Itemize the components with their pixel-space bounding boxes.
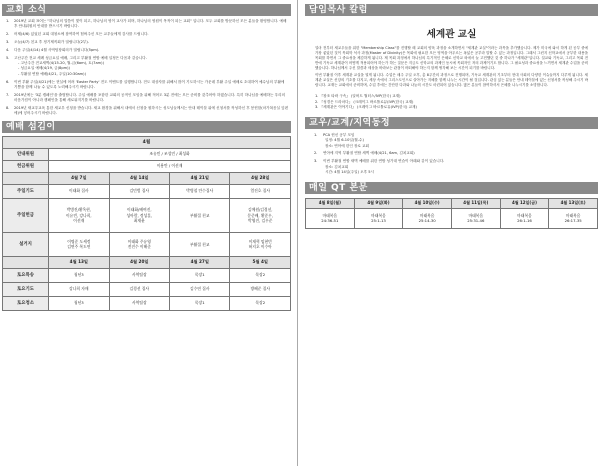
edu-number: 2. <box>314 151 318 156</box>
sat-special-cell: 목장1 <box>170 268 230 282</box>
notice-text: 2019년에는 '3분 캠페인'을 출범합니다. 주일 예배를 포함한 교회의 공적인 모임을 위해 적어도 3분 전에는 모든 준비를 갖추어야 하겠습니다. 특히 하나님을 예배하는 우리의 마음가짐이 아니라 캠페인을 통해 새로워지기를 바랍니다. <box>14 92 286 103</box>
notice-text: 오늘(4/7) 친교 후 정기제직회가 열립니다(2부). <box>14 40 89 44</box>
qt-text-line: 25:1-13 <box>371 218 386 224</box>
qt-table <box>305 198 598 229</box>
prayer-cell: 김민범 집사 <box>109 184 169 198</box>
column-divider <box>297 0 298 466</box>
notice-body <box>14 106 289 117</box>
dishes-cell-line: 전진수 이해준 <box>127 244 151 250</box>
notice-item <box>4 32 289 37</box>
offering-cell-line: 박병진/황옥현, <box>66 206 92 212</box>
edu-item <box>311 133 592 150</box>
notice-text: 고난주간 전교 세례 성금요일 예배, 그리고 부활절 연합 예배 일정은 다음과 같습니다. <box>14 55 147 60</box>
dishes-cell <box>230 232 291 256</box>
notice-item <box>4 56 289 78</box>
date-cell: 4월 20일 <box>109 256 169 268</box>
prayer-cell: 엄진호 집사 <box>230 184 291 198</box>
notice-number: 4. <box>6 47 10 52</box>
notice-item <box>4 93 289 104</box>
counter-label: 헌금위원 <box>3 160 49 172</box>
edu-body <box>323 133 369 150</box>
notice-number: 5. <box>6 55 10 60</box>
sat-prayer-cell: 방혜준 집사 <box>230 282 291 296</box>
date-cell: 4월 21일 <box>170 172 230 184</box>
notice-subitem: - 부활절 연합 예배(4/21, 주일(10:30am)) <box>18 71 86 76</box>
dishes-cell-line: 부활절 친교 <box>189 241 210 247</box>
qt-date-cell: 4월 10일(수) <box>403 198 452 208</box>
date-cell: 4월 28일 <box>230 172 291 184</box>
notice-number: 8. <box>6 106 10 111</box>
sat-clean-cell: 목장2 <box>230 296 291 310</box>
notice-number: 6. <box>6 79 10 84</box>
qt-text-line: 25:14-30 <box>418 218 436 224</box>
edu-text: 연아에 지역 부활절 연합 새벽 예배(4/21, 6am, 김치교회) <box>323 151 415 156</box>
qt-text-line: 26:17-35 <box>564 218 582 224</box>
schedule-table <box>2 136 291 311</box>
dishes-cell-line: 김연주 복도연 <box>67 244 91 250</box>
notice-text: 다음 주일(4/14) 4월 사역팀장회의가 열립니다(5pm). <box>14 47 100 52</box>
qt-text-line: 마태복음 <box>371 212 386 218</box>
left-column <box>0 0 293 466</box>
offering-cell-line: 이유빈, 강나희, <box>65 212 92 218</box>
dishes-cell-line: 허지호 이수아 <box>248 244 272 250</box>
dishes-cell <box>109 232 169 256</box>
guide-names: 조유민 / 조성민 / 최성화 <box>49 148 291 160</box>
edu-subitem: 일정: 4월 6-10일(월-수) <box>325 138 364 143</box>
date-blank-cell <box>3 256 49 268</box>
notice-body <box>14 48 289 53</box>
offering-cell-line: 최재윤 <box>133 218 145 224</box>
qt-text-line: 마태복음 <box>322 212 338 218</box>
qt-text-cell <box>451 208 500 228</box>
sat-prayer-label: 토요기도 <box>3 282 49 296</box>
offering-cell-line: 이태화/배여진, <box>127 206 152 212</box>
guide-label: 안내위원 <box>3 148 49 160</box>
date-cell: 4월 27일 <box>170 256 230 268</box>
schedule-header: 예배 섬김이 <box>2 121 291 133</box>
edu-subitem: 장소: 연아에 한인 장로 교회 <box>325 143 369 148</box>
book-item: 1. 『창조 타락 구속』 (알버트 월터스/IVP(한국) 교재) <box>315 94 401 99</box>
qt-text-line: 26:1-16 <box>517 218 532 224</box>
notice-item <box>4 80 289 91</box>
notice-subitem: - 고난주간 전교새벽(4/15-20, 월-금(6am), 토(7am)) <box>18 61 104 65</box>
edu-list <box>305 129 598 182</box>
date-blank-cell <box>3 172 49 184</box>
offering-cell-line: 문준배, 황준우, <box>247 212 274 218</box>
notice-item <box>4 106 289 117</box>
dishes-cell <box>170 232 230 256</box>
notice-text: 2019년 교회 표어는 "하나님의 말씀이 빛이 되고, 하나님의 영이 교사가 되며, 하나님의 영원이 목적이 되는 교회" 입니다. 모두 교회를 방문하신 모든 분들을 환영합니다. 예배 후 안내위원의 안내를 받으시기 바랍니다. <box>14 19 287 29</box>
qt-text-line: 마태복음 <box>468 212 484 218</box>
edu-header: 교우/교계/지역동정 <box>305 117 598 129</box>
article-body <box>305 46 598 88</box>
dishes-label: 설거지 <box>3 232 49 256</box>
qt-text-cell <box>306 208 355 228</box>
sat-special-label: 토요특송 <box>3 268 49 282</box>
date-cell: 4월 13일 <box>49 256 109 268</box>
sat-prayer-cell: 강나희 자매 <box>49 282 109 296</box>
notice-number: 3. <box>6 40 10 44</box>
offering-cell <box>230 198 291 232</box>
dishes-cell <box>49 232 109 256</box>
notice-body <box>14 40 289 45</box>
notice-body <box>14 93 289 104</box>
counter-names: 이용만 / 이선재 <box>49 160 291 172</box>
edu-item <box>311 159 592 176</box>
edu-subitem: 장소: 김치교회 <box>325 164 349 169</box>
offering-cell-line: 부활절 친교 <box>189 212 210 218</box>
article-paragraph: 얼마 전부터 새교우들을 위한 "Membership Class"를 진행할 때 교회의 양육 과정을 소개하면서 "세계관 교실"이라는 과목을 추가했습니다. 제가 미국에 와서 하게 된 공부 중에 가장 좋았던 것이 목회학 석사 과정(Master of Divinity)은 목회에 필요한 모든 영역을 아우르는 폭넓은 공부라 말할 수 있는 과정입니다. 그래서 그런지 신학교에서 공부한 내용을 목회를 하면서 그 중요성을 체감하게 됩니다. 제 목회 과정에서 하나님의 특기적인 은혜로 신학교 외에서 늘 고민했던 것 중 하나가 "세계관"입니다. 설교와 기독교, 그리고 목회 전반에 기독교 세계관이 어떻게 적용되어야 하는가 하는 질문은 지금도 신학교의 과제인 동시에 목회자인 저의 과제이기도 합니다. 그 필요성과 중요성을 느끼면서 세계관 수업을 준비했습니다. 하나님께서 주신 말씀과 세상을 바라보는 관점이 어떠해야 하는지 함께 생각해 보는 시간이 되기를 바랍니다. <box>315 46 588 71</box>
offering-cell-line: 김예원/김경선, <box>247 206 273 212</box>
sat-special-cell: 목장2 <box>230 268 291 282</box>
notice-number: 2. <box>6 32 10 37</box>
sat-special-cell: 사역팀장 <box>109 268 169 282</box>
notice-subitem: - 성금요일 예배(4/19, 금(8pm)) <box>18 66 70 71</box>
qt-text-line: 25:31-46 <box>467 218 485 224</box>
sat-clean-cell: 청년3 <box>49 296 109 310</box>
edu-item <box>311 151 592 157</box>
prayer-cell: 이태화 집사 <box>49 184 109 198</box>
notice-body <box>14 32 289 37</box>
edu-text: 이번 부활절 연합 새벽 예배를 위한 연합 성가대 연습이 아래와 같이 있습니다. <box>323 158 445 163</box>
edu-number: 3. <box>314 158 318 163</box>
notice-item <box>4 40 289 45</box>
offering-cell-line: 박영진, 김우준 <box>248 218 273 224</box>
qt-text-line: 마태복음 <box>419 212 435 218</box>
edu-body <box>323 151 415 157</box>
date-cell: 5월 4일 <box>230 256 291 268</box>
dishes-cell-line: 이재혁 임현빈 <box>248 238 272 244</box>
qt-text-line: 마태복음 <box>517 212 532 218</box>
qt-date-cell: 4월 12일(금) <box>500 198 549 208</box>
edu-number: 1. <box>314 132 318 137</box>
prayer-cell: 박병철 안수집사 <box>170 184 230 198</box>
book-list <box>305 90 598 116</box>
article-title: 세계관 교실 <box>426 29 477 40</box>
sat-prayer-cell: 김경선 집사 <box>109 282 169 296</box>
notice-item <box>4 19 289 30</box>
prayer-label: 주일기도 <box>3 184 49 198</box>
notices-header: 교회 소식 <box>2 4 291 16</box>
qt-text-cell <box>354 208 403 228</box>
right-column <box>303 0 600 466</box>
edu-body <box>323 159 444 176</box>
offering-cell <box>170 198 230 232</box>
notice-text: 2019년 새교우교육 통한 새교우 신청을 받습니다. 새교 환경을 위해서 내에서 신청을 원하시는 성도님들께서는 안내 테이블 위에 신청서를 작성하신 후 봉헌함(마가복음실 앞편에)에 넣어주시기 바랍니다. <box>14 106 289 116</box>
qt-text-line: 마태복음 <box>565 212 581 218</box>
qt-date-cell: 4월 9일(화) <box>354 198 403 208</box>
dishes-cell-line: 이명준 도세정 <box>67 238 91 244</box>
schedule-month: 4월 <box>3 136 291 148</box>
qt-date-cell: 4월 11일(목) <box>451 198 500 208</box>
date-cell: 4월 7일 <box>49 172 109 184</box>
date-cell: 4월 14일 <box>109 172 169 184</box>
notice-body <box>14 80 289 91</box>
qt-header: 매일 QT 본문 <box>305 182 598 194</box>
book-item: 2. 『성경은 드라마다』 (크레이그 바르톨로뮤(IVP(한국) 교재) <box>315 99 414 104</box>
qt-text-cell <box>403 208 452 228</box>
notice-body <box>14 56 289 78</box>
sat-clean-cell: 목장1 <box>170 296 230 310</box>
sat-clean-cell: 사역팀장 <box>109 296 169 310</box>
offering-cell <box>109 198 169 232</box>
qt-text-cell <box>500 208 549 228</box>
offering-cell-line: 이선재 <box>73 218 85 224</box>
edu-subitem: 시간: 4월 14일(주일) 오후 5시 <box>325 170 374 175</box>
notice-number: 1. <box>6 19 10 23</box>
column-header: 담임목사 칼럼 <box>305 4 598 16</box>
offering-cell-line: 성아람, 정성훈, <box>126 212 153 218</box>
notice-body <box>14 19 289 30</box>
notice-number: 7. <box>6 92 10 97</box>
book-item: 3. 『세계관은 이야기다』 (크레이그 바르톨로뮤(IVP(한국) 교재) <box>315 105 417 110</box>
sat-clean-label: 토요청소 <box>3 296 49 310</box>
qt-text-line: 24:36-51 <box>321 218 339 224</box>
edu-text: PCA 헌신 공부 모임 <box>323 132 355 137</box>
notice-text: 이번 부활 주일(4/21)에는 현실에 어려 'Easter Party' 전도 이벤트를 실행합니다. 전도 대상자를 위해서 많이 기도하시는 가운데 부활 주일 예배로 초대하여 예수님의 부활에 기쁨을 함께 나눌 수 있도록 노력해주시기 바랍니다. <box>14 79 285 90</box>
notices-list <box>2 16 291 117</box>
qt-date-cell: 4월 8일(월) <box>306 198 355 208</box>
qt-text-cell <box>549 208 598 228</box>
sat-special-cell: 청년3 <box>49 268 109 282</box>
flower-label: 주일헌금 <box>3 198 49 232</box>
notice-text: 어제(4/6) 있었던 교회 대청소에 참여하여 힘써주신 모든 교우들에게 감사를 드립니다. <box>14 32 149 37</box>
article-paragraph: 이번 부활절 이후 세계관 교실을 열게 됩니다. 수업은 매주 주일 오후, 총 8주간의 과정으로 진행되며, 기독교 세계관의 기초부터 현대 사회의 다양한 이슈들까지 다루게 됩니다. 세계관 교실은 신앙의 기초를 다지고, 세상 속에서 그리스도인으로 살아가는 지혜를 함께 나누는 시간이 될 것입니다. 관심 있는 분들은 안내 테이블에 있는 신청서를 작성해 주시기 바랍니다. 교재는 교회에서 준비하며, 수업 후에는 간단한 다과와 나눔의 시간도 마련되어 있습니다. 많은 분들이 참여하셔서 은혜를 나누시기를 소망합니다. <box>315 73 588 88</box>
notice-item <box>4 48 289 53</box>
offering-cell <box>49 198 109 232</box>
sat-prayer-cell: 김수연 집사 <box>170 282 230 296</box>
dishes-cell-line: 이태화 주유영 <box>127 238 151 244</box>
qt-date-cell: 4월 13일(토) <box>549 198 598 208</box>
